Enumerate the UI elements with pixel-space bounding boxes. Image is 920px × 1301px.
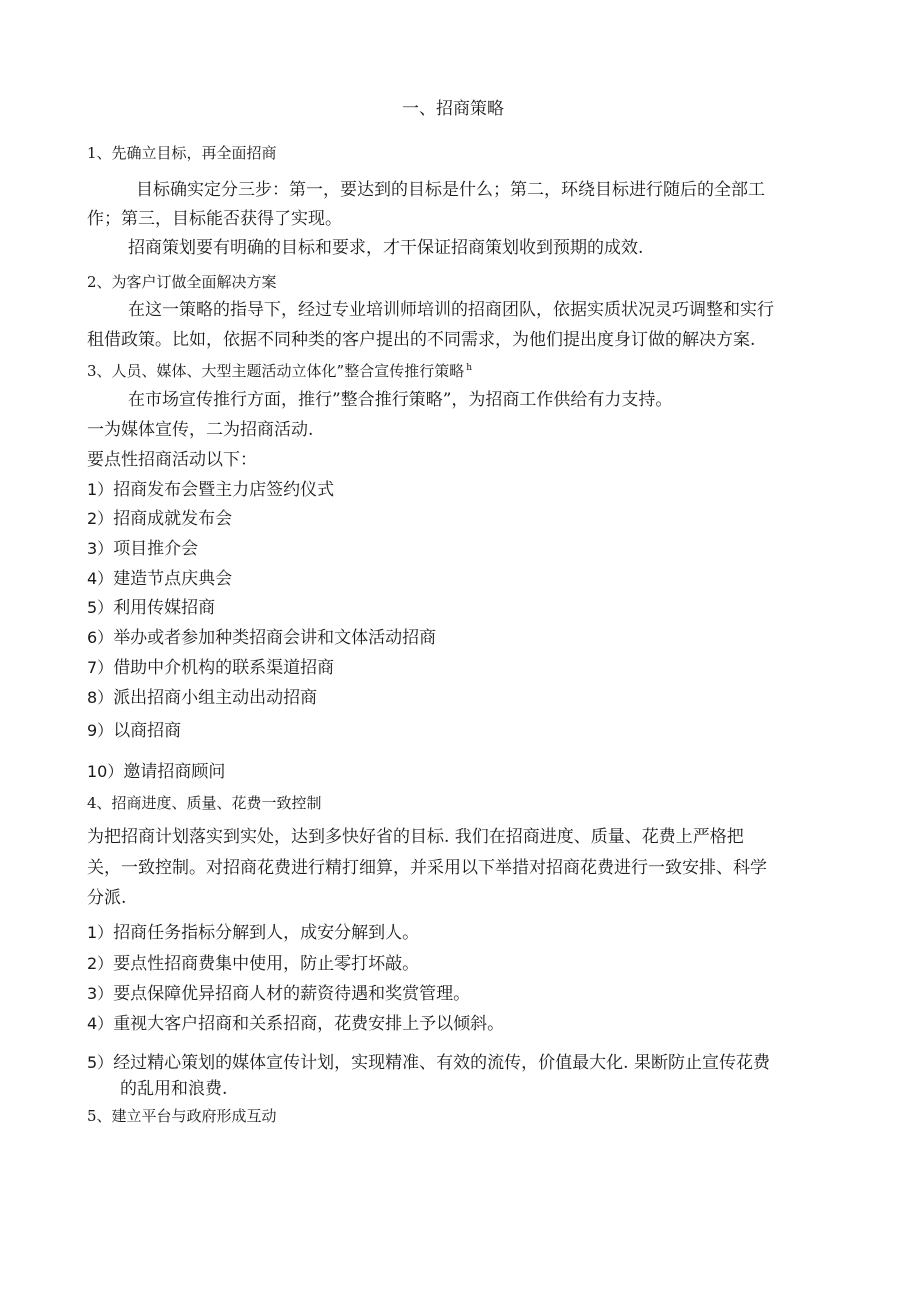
list-item: 4）重视大客户招商和关系招商，花费安排上予以倾斜。 xyxy=(87,1014,505,1034)
section-3-paragraph-2: 一为媒体宣传，二为招商活动. xyxy=(87,420,314,440)
list-item: 5）利用传媒招商 xyxy=(87,598,216,618)
section-2-paragraph-line-1: 在这一策略的指导下，经过专业培训师培训的招商团队，依据实质状况灵巧调整和实行 xyxy=(128,300,774,320)
list-item: 1）招商任务指标分解到人，成安分解到人。 xyxy=(87,923,420,943)
list-item: 3）项目推介会 xyxy=(87,539,199,559)
section-4-paragraph-line-1: 为把招商计划落实到实处，达到多快好省的目标. 我们在招商进度、质量、花费上严格把 xyxy=(87,827,744,847)
section-2-paragraph-line-2: 租借政策。比如，依据不同种类的客户提出的不同需求，为他们提出度身订做的解决方案. xyxy=(87,330,756,350)
section-3-heading-mark: h xyxy=(466,363,473,373)
list-item: 7）借助中介机构的联系渠道招商 xyxy=(87,658,335,678)
section-1-paragraph-2: 招商策划要有明确的目标和要求，才干保证招商策划收到预期的成效. xyxy=(128,238,644,258)
list-item: 4）建造节点庆典会 xyxy=(87,569,233,589)
section-3-paragraph-1: 在市场宣传推行方面，推行”整合推行策略”，为招商工作供给有力支持。 xyxy=(128,390,673,410)
section-1-paragraph-1-line-2: 作；第三，目标能否获得了实现。 xyxy=(87,209,342,229)
section-3-heading xyxy=(87,364,472,379)
list-item: 6）举办或者参加种类招商会讲和文体活动招商 xyxy=(87,628,437,648)
list-item: 8）派出招商小组主动出动招商 xyxy=(87,688,318,708)
list-item: 1）招商发布会暨主力店签约仪式 xyxy=(87,480,335,500)
section-5-heading: 5、建立平台与政府形成互动 xyxy=(87,1107,277,1125)
list-item-continuation: 的乱用和浪费. xyxy=(120,1079,228,1099)
list-item: 2）招商成就发布会 xyxy=(87,509,233,529)
section-1-heading: 1、先确立目标，再全面招商 xyxy=(87,144,277,162)
section-4-paragraph-line-3: 分派. xyxy=(87,888,127,908)
section-4-paragraph-line-2: 关，一致控制。对招商花费进行精打细算，并采用以下举措对招商花费进行一致安排、科学 xyxy=(87,858,767,878)
section-3-heading-text: 3、人员、媒体、大型主题活动立体化”整合宣传推行策略 xyxy=(87,362,465,380)
section-3-paragraph-3: 要点性招商活动以下： xyxy=(87,450,257,470)
list-item: 9）以商招商 xyxy=(87,721,182,741)
list-item: 3）要点保障优异招商人材的薪资待遇和奖赏管理。 xyxy=(87,984,471,1004)
list-item: 10）邀请招商顾问 xyxy=(87,762,226,782)
section-1-paragraph-1-line-1: 目标确实定分三步：第一，要达到的目标是什么；第二，环绕目标进行随后的全部工 xyxy=(136,180,765,200)
section-2-heading: 2、为客户订做全面解决方案 xyxy=(87,273,277,291)
list-item: 5）经过精心策划的媒体宣传计划，实现精准、有效的流传，价值最大化. 果断防止宣传花费 xyxy=(87,1053,770,1073)
page-title: 一、招商策略 xyxy=(402,99,504,119)
list-item: 2）要点性招商费集中使用，防止零打坏敲。 xyxy=(87,954,420,974)
section-4-heading: 4、招商进度、质量、花费一致控制 xyxy=(87,794,322,812)
